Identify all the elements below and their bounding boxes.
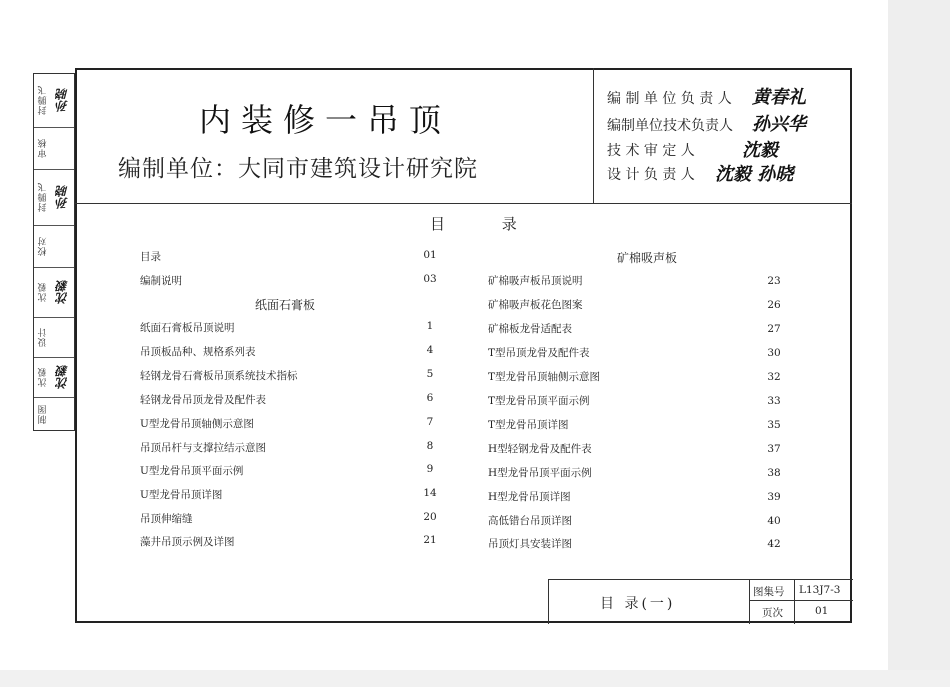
strip-role: 封腾飞 — [38, 182, 49, 213]
responsible-row — [607, 164, 794, 185]
toc-entry-page: 8 — [426, 440, 434, 452]
toc-entry-title: 藻井吊顶示例及详图 — [140, 536, 235, 548]
toc-entry-title: 纸面石膏板吊顶说明 — [140, 322, 235, 334]
toc-entry-title: 轻钢龙骨吊顶龙骨及配件表 — [140, 394, 266, 406]
responsible-row — [607, 114, 806, 135]
toc-entry-title: 吊顶吊杆与支撑拉结示意图 — [140, 442, 266, 454]
toc-entry-title: 矿棉吸声板吊顶说明 — [488, 275, 583, 287]
atlas-number-value: L13J7-3 — [799, 584, 841, 596]
toc-entry-page: 5 — [426, 368, 434, 380]
toc-entry-page: 37 — [767, 443, 781, 455]
toc-entry-page: 42 — [767, 538, 781, 550]
strip-signature: 孙晓 — [55, 185, 70, 210]
strip-role: 校对 — [38, 236, 49, 257]
toc-entry-page: 03 — [423, 273, 437, 285]
toc-entry-page: 26 — [767, 299, 781, 311]
responsible-label: 编制单位技术负责人 — [607, 118, 733, 134]
toc-entry-page: 38 — [767, 467, 781, 479]
toc-entry-title: T型吊顶龙骨及配件表 — [488, 347, 590, 359]
page-number-value: 01 — [815, 605, 829, 617]
strip-cell — [34, 318, 74, 358]
sheet-title: 目 录(一) — [600, 596, 676, 612]
toc-entry-page: 01 — [423, 249, 437, 261]
toc-entry-title: 编制说明 — [140, 275, 182, 287]
scan-edge-right — [888, 0, 950, 687]
strip-role: 审核 — [38, 138, 49, 159]
toc-heading: 目 录 — [430, 215, 543, 233]
toc-entry-title: 矿棉吸声板花色图案 — [488, 299, 583, 311]
toc-entry-page: 39 — [767, 491, 781, 503]
responsible-signature: 沈毅 — [742, 140, 778, 161]
toc-section-right: 矿棉吸声板 — [617, 251, 678, 265]
strip-signature: 沈毅 — [55, 365, 70, 390]
toc-section-left: 纸面石膏板 — [255, 298, 316, 312]
strip-cell — [34, 268, 74, 318]
toc-entry-title: U型龙骨吊顶轴侧示意图 — [140, 418, 254, 430]
page-title: 内装修一吊顶 — [198, 101, 451, 139]
toc-entry-title: U型龙骨吊顶详图 — [140, 489, 223, 501]
strip-cell — [34, 398, 74, 430]
toc-entry-page: 14 — [423, 487, 437, 499]
toc-entry-page: 30 — [767, 347, 781, 359]
toc-entry-title: 矿棉板龙骨适配表 — [488, 323, 572, 335]
responsible-label: 编 制 单 位 负 责 人 — [607, 91, 732, 107]
toc-entry-title: 吊顶伸缩缝 — [140, 513, 193, 525]
strip-role: 沈毅 — [38, 282, 49, 303]
toc-entry-page: 33 — [767, 395, 781, 407]
toc-entry-title: T型龙骨吊顶平面示例 — [488, 395, 590, 407]
toc-entry-title: 目录 — [140, 251, 161, 263]
atlas-number-label: 图集号 — [753, 586, 785, 598]
strip-role: 封腾飞 — [38, 85, 49, 116]
responsible-signature: 孙兴华 — [752, 114, 806, 135]
page-number-label: 页次 — [762, 607, 783, 619]
responsible-row — [607, 140, 778, 161]
toc-entry-page: 23 — [767, 275, 781, 287]
toc-entry-title: 轻钢龙骨石膏板吊顶系统技术指标 — [140, 370, 298, 382]
strip-role: 沈毅 — [38, 367, 49, 388]
toc-entry-page: 7 — [426, 416, 434, 428]
toc-entry-page: 6 — [426, 392, 434, 404]
toc-entry-page: 27 — [767, 323, 781, 335]
toc-entry-page: 20 — [423, 511, 437, 523]
responsible-signature: 沈毅 孙晓 — [715, 164, 794, 185]
toc-entry-title: 吊顶板品种、规格系列表 — [140, 346, 256, 358]
strip-cell — [34, 358, 74, 398]
scan-edge-bottom — [0, 670, 950, 687]
strip-cell — [34, 74, 74, 128]
strip-signature: 沈毅 — [55, 280, 70, 305]
strip-role: 设计 — [38, 327, 49, 348]
toc-entry-title: U型龙骨吊顶平面示例 — [140, 465, 244, 477]
header-vertical-divider — [593, 68, 594, 204]
responsible-row — [607, 87, 806, 108]
toc-entry-title: H型龙骨吊顶详图 — [488, 491, 571, 503]
strip-signature: 孙晓 — [55, 88, 70, 113]
responsible-label: 技 术 审 定 人 — [607, 143, 695, 159]
toc-entry-page: 40 — [767, 515, 781, 527]
toc-entry-page: 1 — [426, 320, 434, 332]
toc-entry-title: T型龙骨吊顶详图 — [488, 419, 569, 431]
strip-cell — [34, 128, 74, 170]
toc-entry-page: 35 — [767, 419, 781, 431]
signature-strip — [33, 73, 75, 431]
header-divider — [75, 203, 852, 204]
toc-entry-title: H型龙骨吊顶平面示例 — [488, 467, 592, 479]
strip-cell — [34, 170, 74, 226]
compiling-unit: 编制单位：大同市建筑设计研究院 — [118, 156, 478, 182]
toc-entry-page: 32 — [767, 371, 781, 383]
responsible-label: 设 计 负 责 人 — [607, 167, 695, 183]
toc-entry-title: 高低错台吊顶详图 — [488, 515, 572, 527]
responsible-signature: 黄春礼 — [752, 87, 806, 108]
toc-entry-page: 21 — [423, 534, 437, 546]
strip-role: 制图 — [38, 404, 49, 424]
toc-entry-title: H型轻钢龙骨及配件表 — [488, 443, 592, 455]
toc-entry-title: T型龙骨吊顶轴侧示意图 — [488, 371, 601, 383]
toc-entry-title: 吊顶灯具安装详图 — [488, 538, 572, 550]
toc-entry-page: 9 — [426, 463, 434, 475]
strip-cell — [34, 226, 74, 268]
toc-entry-page: 4 — [426, 344, 434, 356]
